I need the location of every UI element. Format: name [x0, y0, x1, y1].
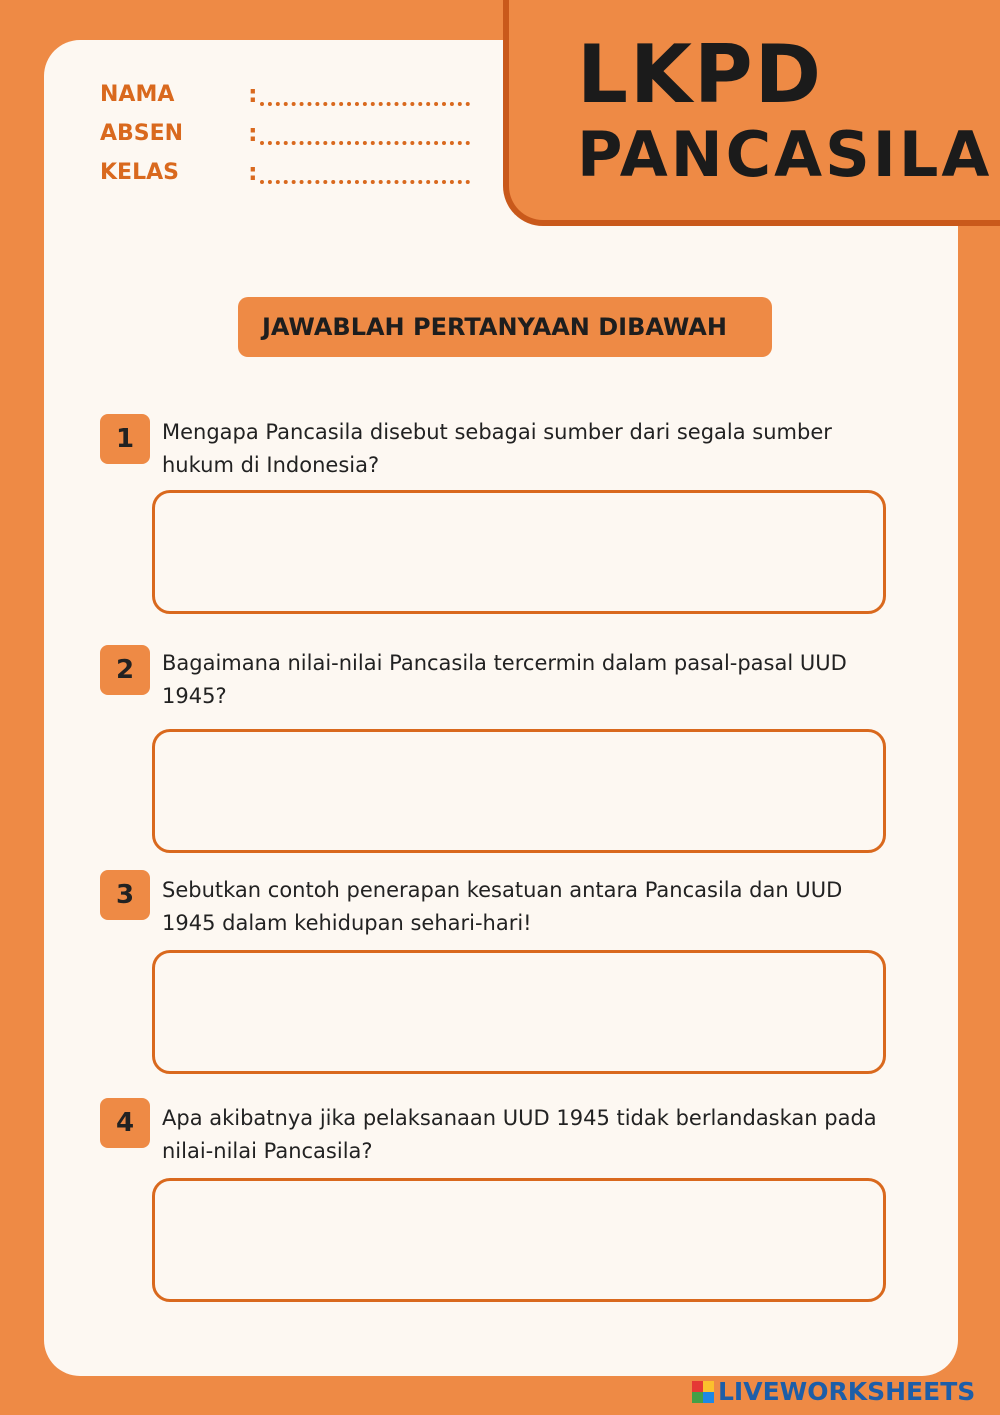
question-4-text: Apa akibatnya jika pelaksanaan UUD 1945 tidak berlandaskan pada nilai-nilai Pancasila? [162, 1106, 877, 1163]
answer-box-2[interactable] [152, 729, 886, 853]
answer-box-3[interactable] [152, 950, 886, 1074]
question-1-text: Mengapa Pancasila disebut sebagai sumber dari segala sumber hukum di Indonesia? [162, 420, 832, 477]
field-nama [100, 82, 480, 114]
answer-box-4[interactable] [152, 1178, 886, 1302]
question-3-text: Sebutkan contoh penerapan kesatuan antara Pancasila dan UUD 1945 dalam kehidupan sehari-hari! [162, 878, 843, 935]
question-1-number: 1 [100, 414, 150, 464]
field-nama-label: NAMA [100, 82, 175, 107]
field-kelas-label: KELAS [100, 160, 179, 185]
title-banner [503, 0, 1000, 226]
question-2-text: Bagaimana nilai-nilai Pancasila tercermin dalam pasal-pasal UUD 1945? [162, 651, 847, 708]
field-absen-colon: : [248, 119, 258, 147]
question-3-number: 3 [100, 870, 150, 920]
field-absen [100, 121, 480, 153]
instruction-banner: JAWABLAH PERTANYAAN DIBAWAH [238, 297, 772, 357]
liveworksheets-logo-icon [692, 1381, 714, 1403]
answer-box-1[interactable] [152, 490, 886, 614]
field-absen-input[interactable] [260, 137, 470, 145]
field-kelas-colon: : [248, 158, 258, 186]
title-line-2: PANCASILA [577, 118, 993, 191]
liveworksheets-logo[interactable] [692, 1377, 992, 1407]
liveworksheets-brand-text: LIVEWORKSHEETS [718, 1377, 976, 1406]
field-nama-input[interactable] [260, 98, 470, 106]
question-4-number: 4 [100, 1098, 150, 1148]
field-kelas-input[interactable] [260, 176, 470, 184]
title-line-1: LKPD [577, 28, 824, 121]
question-2-number: 2 [100, 645, 150, 695]
field-absen-label: ABSEN [100, 121, 184, 146]
field-kelas [100, 160, 480, 192]
field-nama-colon: : [248, 80, 258, 108]
